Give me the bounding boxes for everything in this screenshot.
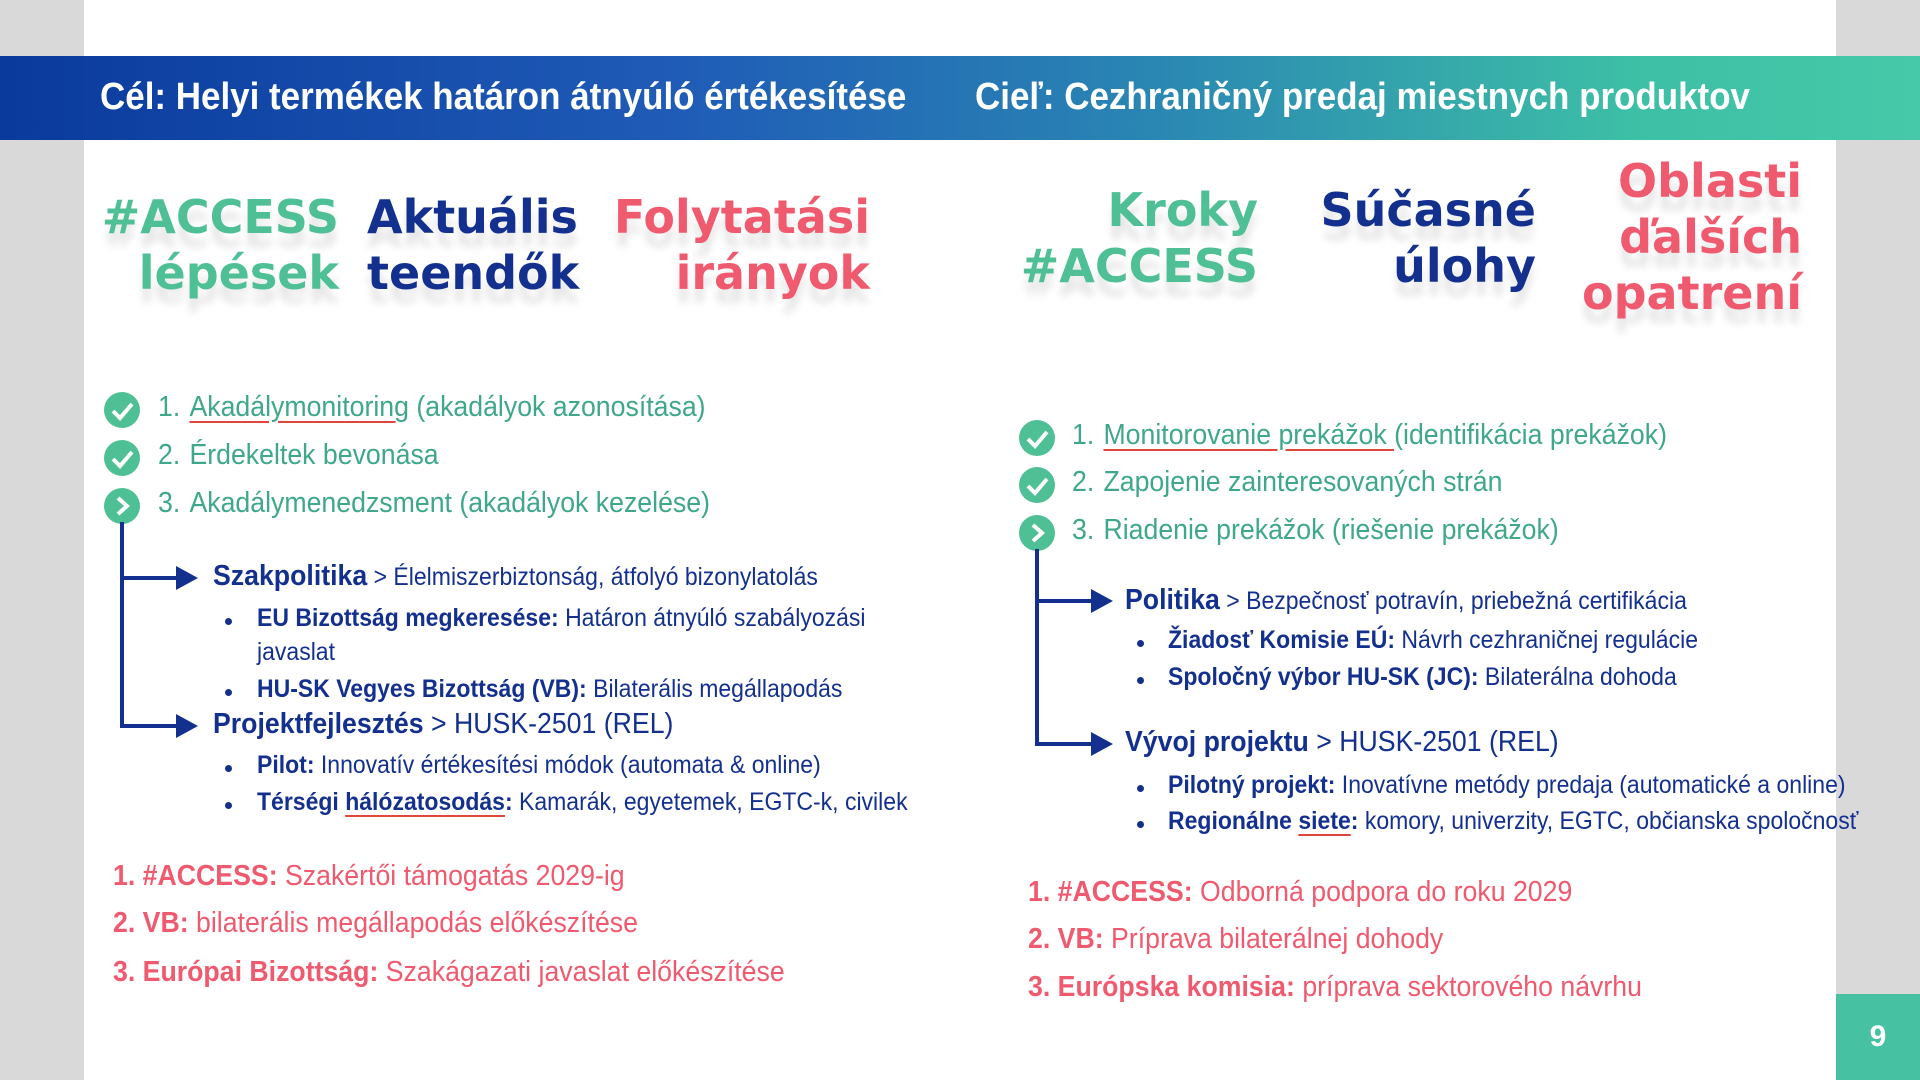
sk-project-title: Vývoj projektu > HUSK-2501 (REL)	[1125, 726, 1559, 758]
sk-policy-bullet-1: Žiadosť Komisie EÚ: Návrh cezhraničnej regulácie	[1168, 626, 1699, 654]
hu-policy-bullet-1-cont: javaslat	[257, 638, 335, 666]
bullet	[1137, 677, 1144, 684]
hu-policy-bullet-1: EU Bizottság megkeresése: Határon átnyúló szabályozási	[257, 604, 866, 632]
sk-step-1: 1. Monitorovanie prekážok (identifikácia prekážok)	[1072, 419, 1667, 451]
hu-tree-branch-line	[120, 724, 180, 728]
hu-header-next-directions: Folytatási irányok	[613, 190, 870, 300]
bullet	[225, 765, 232, 772]
bullet	[225, 618, 232, 625]
hu-step-1-main: Akadálymonitoring	[189, 391, 409, 423]
bullet	[225, 689, 232, 696]
arrow-right-icon	[1091, 589, 1113, 613]
sk-next-item-2: 2. VB: Príprava bilaterálnej dohody	[1028, 923, 1444, 955]
sk-tree-vertical-line	[1035, 549, 1039, 746]
check-icon	[1019, 420, 1055, 456]
sk-header-further-areas: Oblasti ďalších opatrení	[1582, 154, 1802, 320]
hu-next-item-2: 2. VB: bilaterális megállapodás előkészítése	[113, 907, 638, 939]
sk-next-item-1: 1. #ACCESS: Odborná podpora do roku 2029	[1028, 876, 1573, 908]
hu-header-access-steps: #ACCESS lépések	[101, 190, 339, 300]
sk-header-access-steps: Kroky #ACCESS	[1020, 183, 1258, 293]
page-number: 9	[1836, 994, 1920, 1080]
hu-tree-branch-line	[120, 576, 180, 580]
sk-step-1-main: Monitorovanie prekážok	[1103, 419, 1395, 451]
arrow-right-icon	[1091, 732, 1113, 756]
sk-step-2: 2. Zapojenie zainteresovaných strán	[1072, 466, 1503, 498]
hu-project-title: Projektfejlesztés > HUSK-2501 (REL)	[213, 708, 674, 740]
hu-project-bullet-2: Térségi hálózatosodás: Kamarák, egyetemek, EGTC-k, civilek	[257, 788, 908, 816]
sk-policy-title: Politika > Bezpečnosť potravín, priebežná certifikácia	[1125, 584, 1687, 616]
sk-project-bullet-1: Pilotný projekt: Inovatívne metódy predaja (automatické a online)	[1168, 771, 1846, 799]
hu-policy-bullet-2: HU-SK Vegyes Bizottság (VB): Bilaterális megállapodás	[257, 675, 843, 703]
sk-project-bullet-2: Regionálne siete: komory, univerzity, EGTC, občianska spoločnosť	[1168, 807, 1859, 835]
hu-next-item-3: 3. Európai Bizottság: Szakágazati javaslat előkészítése	[113, 956, 785, 988]
hu-policy-title: Szakpolitika > Élelmiszerbiztonság, átfolyó bizonylatolás	[213, 560, 818, 592]
arrow-right-icon	[176, 566, 198, 590]
chevron-right-icon	[104, 488, 140, 524]
check-icon	[104, 392, 140, 428]
hu-step-2: 2. Érdekeltek bevonása	[158, 439, 439, 471]
hu-step-3: 3. Akadálymenedzsment (akadályok kezelése)	[158, 487, 710, 519]
hu-project-bullet-1: Pilot: Innovatív értékesítési módok (automata & online)	[257, 751, 821, 779]
hu-header-current-tasks: Aktuális teendők	[367, 190, 580, 300]
chevron-right-icon	[1019, 515, 1055, 551]
title-hu: Cél: Helyi termékek határon átnyúló értékesítése	[100, 76, 907, 118]
sk-header-current-tasks: Súčasné úlohy	[1320, 183, 1536, 293]
sk-step-3: 3. Riadenie prekážok (riešenie prekážok)	[1072, 514, 1559, 546]
right-margin	[1836, 0, 1920, 1080]
sk-tree-branch-line	[1035, 742, 1095, 746]
sk-tree-branch-line	[1035, 599, 1095, 603]
hu-next-item-1: 1. #ACCESS: Szakértői támogatás 2029-ig	[113, 860, 625, 892]
check-icon	[104, 440, 140, 476]
check-icon	[1019, 467, 1055, 503]
bullet	[1137, 640, 1144, 647]
title-bar	[0, 56, 1920, 140]
bullet	[1137, 821, 1144, 828]
hu-step-1: 1. Akadálymonitoring (akadályok azonosítása)	[158, 391, 706, 423]
hu-tree-vertical-line	[120, 522, 124, 728]
sk-next-item-3: 3. Európska komisia: príprava sektorového návrhu	[1028, 971, 1642, 1003]
arrow-right-icon	[176, 714, 198, 738]
bullet	[1137, 785, 1144, 792]
sk-policy-bullet-2: Spoločný výbor HU-SK (JC): Bilaterálna dohoda	[1168, 663, 1677, 691]
bullet	[225, 802, 232, 809]
title-sk: Cieľ: Cezhraničný predaj miestnych produktov	[975, 76, 1750, 118]
